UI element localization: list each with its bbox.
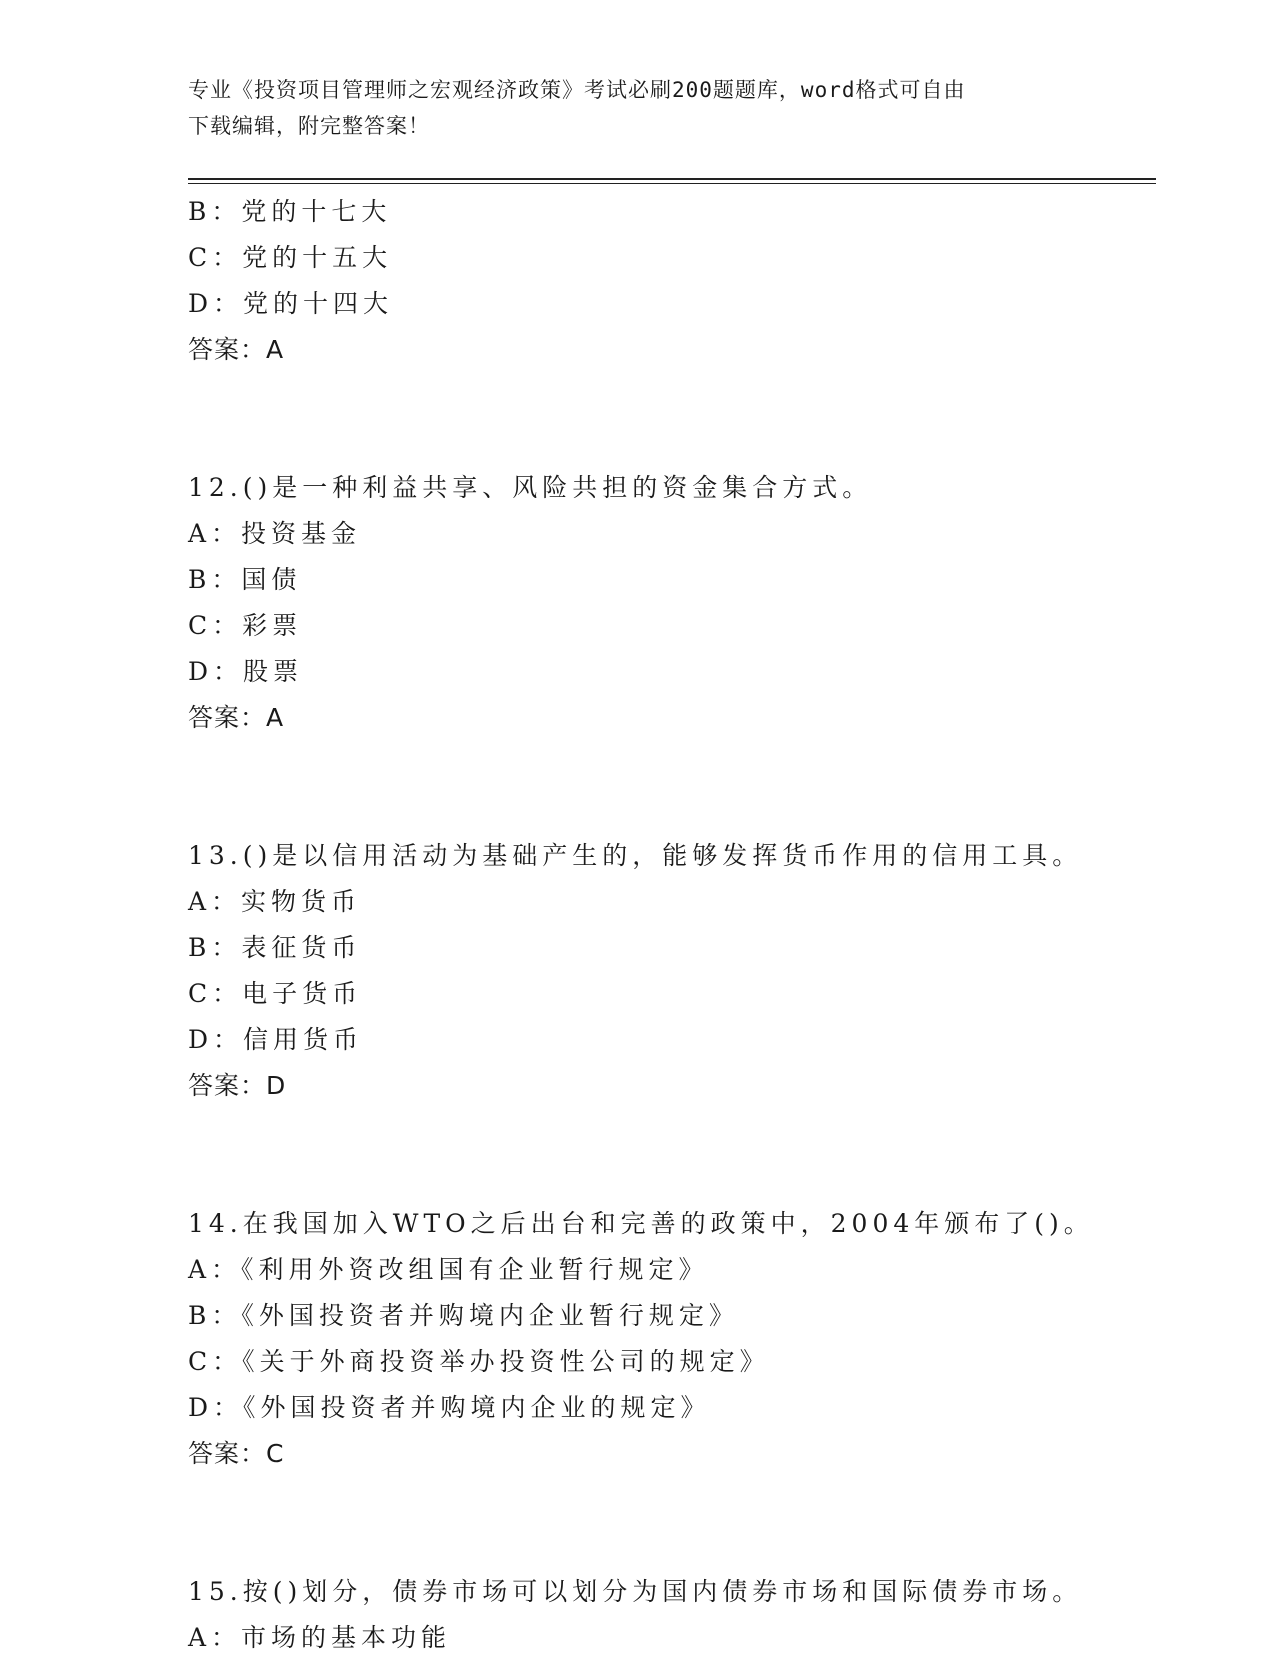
header-divider-thin bbox=[188, 183, 1156, 184]
question-stem: 12.()是一种利益共享、风险共担的资金集合方式。 bbox=[188, 473, 873, 502]
question-stem: 14.在我国加入WTO之后出台和完善的政策中，2004年颁布了()。 bbox=[188, 1209, 1094, 1238]
question-15 bbox=[188, 1569, 1188, 1661]
answer-label: 答案：D bbox=[188, 1071, 287, 1100]
option-a: A：市场的基本功能 bbox=[188, 1623, 452, 1652]
option-a: A：《利用外资改组国有企业暂行规定》 bbox=[188, 1255, 709, 1284]
answer-label: 答案：A bbox=[188, 703, 285, 732]
question-13 bbox=[188, 833, 1188, 1109]
header-divider bbox=[188, 178, 1156, 180]
option-c: C：彩票 bbox=[188, 611, 303, 640]
document-header bbox=[188, 72, 1088, 144]
option-c: C：《关于外商投资举办投资性公司的规定》 bbox=[188, 1347, 770, 1376]
question-11 bbox=[188, 189, 1188, 373]
answer-label: 答案：C bbox=[188, 1439, 285, 1468]
question-stem: 13.()是以信用活动为基础产生的，能够发挥货币作用的信用工具。 bbox=[188, 841, 1083, 870]
option-d: D：股票 bbox=[188, 657, 304, 686]
option-d: D：信用货币 bbox=[188, 1025, 364, 1054]
option-d: D：党的十四大 bbox=[188, 289, 394, 318]
option-b: B：表征货币 bbox=[188, 933, 362, 962]
option-b: B：《外国投资者并购境内企业暂行规定》 bbox=[188, 1301, 739, 1330]
option-a: A：实物货币 bbox=[188, 887, 362, 916]
option-b: B：党的十七大 bbox=[188, 197, 392, 226]
question-14 bbox=[188, 1201, 1188, 1477]
header-line-1: 专业《投资项目管理师之宏观经济政策》考试必刷200题题库，word格式可自由 bbox=[188, 78, 966, 102]
question-list bbox=[188, 189, 1188, 1661]
option-c: C：电子货币 bbox=[188, 979, 363, 1008]
question-12 bbox=[188, 465, 1188, 741]
option-c: C：党的十五大 bbox=[188, 243, 393, 272]
option-a: A：投资基金 bbox=[188, 519, 362, 548]
option-d: D：《外国投资者并购境内企业的规定》 bbox=[188, 1393, 711, 1422]
header-line-2: 下载编辑，附完整答案！ bbox=[188, 114, 430, 138]
option-b: B：国债 bbox=[188, 565, 302, 594]
question-stem: 15.按()划分，债券市场可以划分为国内债券市场和国际债券市场。 bbox=[188, 1577, 1083, 1606]
answer-label: 答案：A bbox=[188, 335, 285, 364]
